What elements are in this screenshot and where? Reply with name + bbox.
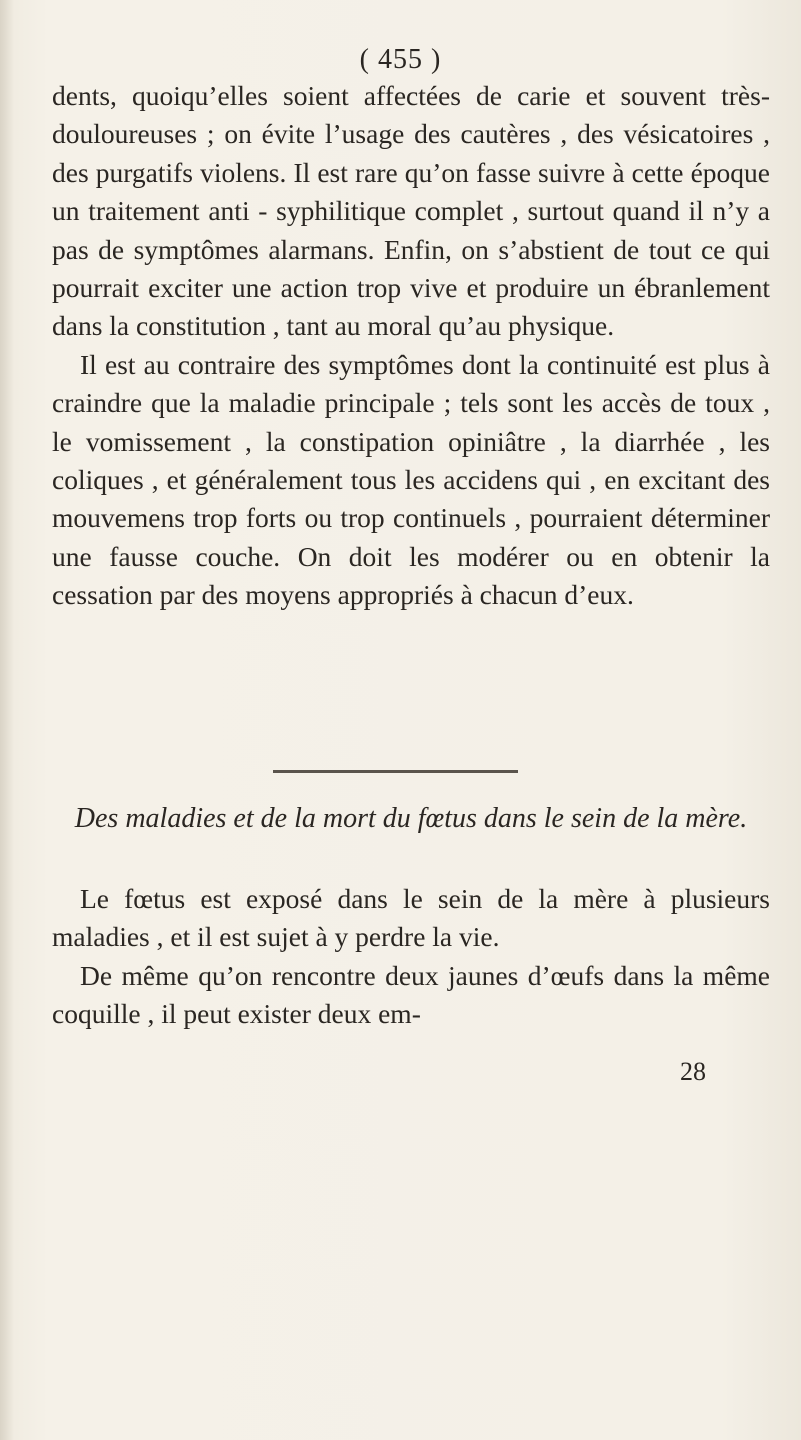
- page-gutter-shadow: [0, 0, 14, 1440]
- text-block-top: [52, 77, 770, 615]
- section-title: Des maladies et de la mort du fœtus dans le sein de la mère.: [74, 803, 748, 834]
- page-number: ( 455 ): [359, 44, 442, 75]
- paragraph: Il est au contraire des symptômes dont la continuité est plus à craindre que la maladie principale ; tels sont les accès de toux , le vomissement , la constipation opiniâtre , la diarrhée , les coliques , et généralement tous les accidens qui , en excitant des mouvemens trop forts ou trop continuels , pourraient déterminer une fausse couche. On doit les modérer ou en obtenir la cessation par des moyens appropriés à chacun d’eux.: [52, 348, 770, 611]
- paragraph: dents, quoiqu’elles soient affectées de carie et souvent très-douloureuses ; on évite l’usage des cautères , des vésicatoires , des purgatifs violens. Il est rare qu’on fasse suivre à cette époque un traitement anti - syphilitique complet , surtout quand il n’y a pas de symptômes alarmans. Enfin, on s’abstient de tout ce qui pourrait exciter une action trop vive et produire un ébranlement dans la constitution , tant au moral qu’au physique.: [52, 80, 770, 342]
- paragraph: Le fœtus est exposé dans le sein de la mère à plusieurs maladies , et il est sujet à y perdre la vie.: [52, 883, 770, 953]
- paragraph: De même qu’on rencontre deux jaunes d’œufs dans la même coquille , il peut exister deux em-: [52, 959, 770, 1030]
- signature-mark: 28: [680, 1057, 706, 1086]
- section-divider: [273, 770, 518, 773]
- text-block-bottom: [52, 880, 770, 1034]
